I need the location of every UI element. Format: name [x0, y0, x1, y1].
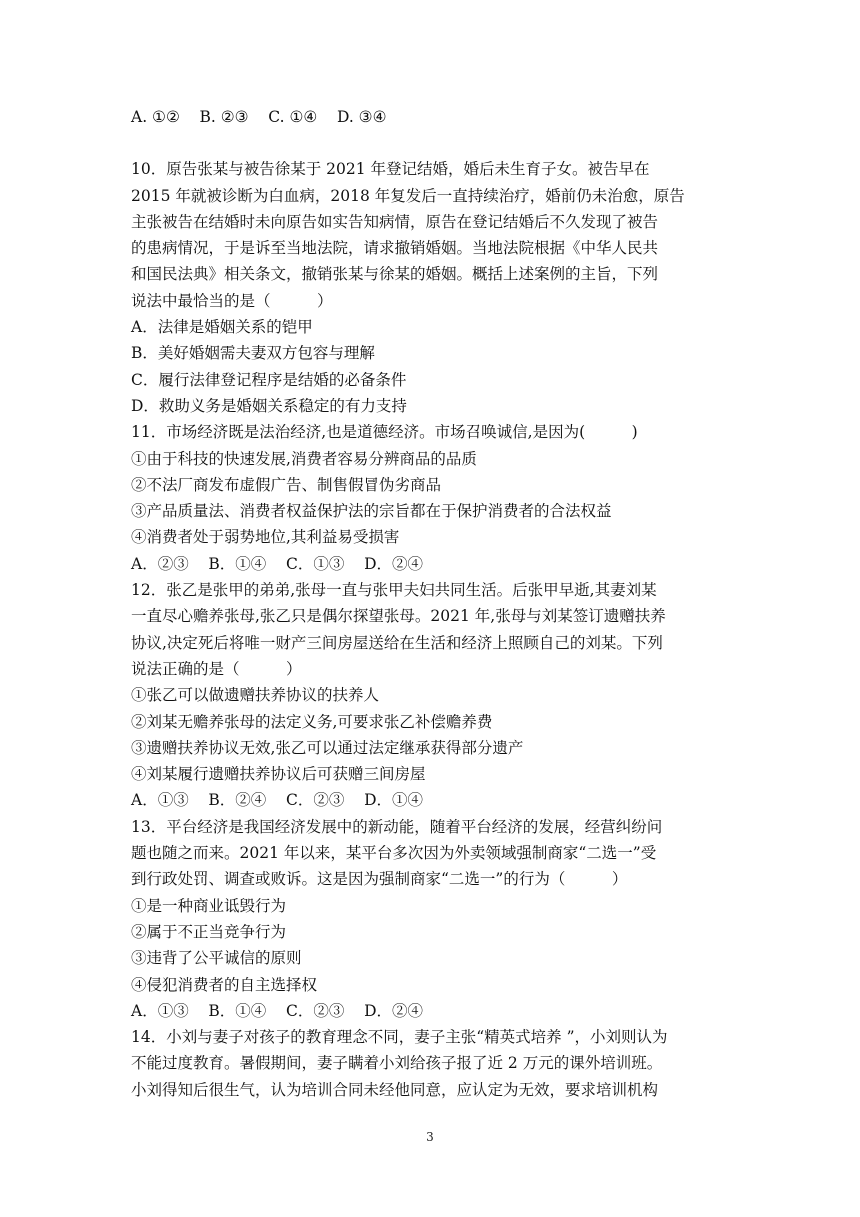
question-12-options: A．①③ B．②④ C．②③ D．①④ [131, 791, 423, 810]
question-14-stem-line: 小刘得知后很生气，认为培训合同未经他同意，应认定为无效，要求培训机构 [131, 1080, 659, 1099]
question-10-choice-d: D．救助义务是婚姻关系稳定的有力支持 [131, 396, 407, 415]
question-13-options: A．①③ B．①④ C．②③ D．②④ [131, 1001, 423, 1020]
question-12 [131, 577, 731, 814]
question-10 [131, 156, 731, 419]
page-number: 3 [426, 1130, 434, 1144]
question-13 [131, 814, 731, 1024]
question-14-stem-line: 不能过度教育。暑假期间，妻子瞒着小刘给孩子报了近 2 万元的课外培训班。 [131, 1054, 663, 1073]
question-12-item-1: ①张乙可以做遗赠扶养协议的扶养人 [131, 686, 380, 705]
question-14-stem-line: 14．小刘与妻子对孩子的教育理念不同，妻子主张“精英式培养 ”，小刘则认为 [131, 1028, 668, 1047]
question-11-item-1: ①由于科技的快速发展,消费者容易分辨商品的品质 [131, 449, 477, 468]
question-12-item-3: ③遗赠扶养协议无效,张乙可以通过法定继承获得部分遗产 [131, 738, 524, 757]
question-11-options: A．②③ B．①④ C．①③ D．②④ [131, 554, 423, 573]
page-content [131, 104, 731, 1103]
question-10-choice-c: C．履行法律登记程序是结婚的必备条件 [131, 370, 407, 389]
question-12-item-4: ④刘某履行遗赠扶养协议后可获赠三间房屋 [131, 765, 426, 784]
question-10-stem-line: 的患病情况，于是诉至当地法院，请求撤销婚姻。当地法院根据《中华人民共 [131, 239, 659, 258]
previous-question-options: A. ①② B. ②③ C. ①④ D. ③④ [131, 108, 387, 126]
question-10-stem-line: 2015 年就被诊断为白血病，2018 年复发后一直持续治疗，婚前仍未治愈，原告 [131, 186, 685, 205]
question-14 [131, 1024, 731, 1103]
question-13-item-3: ③违背了公平诚信的原则 [131, 949, 302, 968]
question-11-stem-line: 11．市场经济既是法治经济,也是道德经济。市场召唤诚信,是因为( ) [131, 423, 638, 442]
question-12-item-2: ②刘某无赡养张母的法定义务,可要求张乙补偿赡养费 [131, 712, 493, 731]
question-11-item-2: ②不法厂商发布虚假广告、制售假冒伪劣商品 [131, 475, 442, 494]
question-10-stem-line: 和国民法典》相关条文，撤销张某与徐某的婚姻。概括上述案例的主旨，下列 [131, 265, 659, 284]
question-10-choice-a: A．法律是婚姻关系的铠甲 [131, 318, 313, 337]
question-13-item-1: ①是一种商业诋毁行为 [131, 896, 287, 915]
question-13-stem-line: 到行政处罚、调查或败诉。这是因为强制商家“二选一”的行为（ ） [131, 870, 628, 889]
question-11-item-3: ③产品质量法、消费者权益保护法的宗旨都在于保护消费者的合法权益 [131, 502, 612, 521]
question-13-stem-line: 13．平台经济是我国经济发展中的新动能，随着平台经济的发展，经营纠纷问 [131, 817, 663, 836]
question-11 [131, 419, 731, 577]
question-11-item-4: ④消费者处于弱势地位,其利益易受损害 [131, 528, 400, 547]
question-10-choice-b: B．美好婚姻需夫妻双方包容与理解 [131, 344, 375, 363]
spacer [131, 130, 731, 156]
question-12-stem-line: 12．张乙是张甲的弟弟,张母一直与张甲夫妇共同生活。后张甲早逝,其妻刘某 [131, 581, 657, 600]
question-12-stem-line: 说法正确的是（ ） [131, 659, 302, 678]
question-10-stem-line: 10．原告张某与被告徐某于 2021 年登记结婚，婚后未生育子女。被告早在 [131, 160, 650, 179]
question-12-stem-line: 一直尽心赡养张母,张乙只是偶尔探望张母。2021 年,张母与刘某签订遗赠扶养 [131, 607, 666, 626]
question-12-stem-line: 协议,决定死后将唯一财产三间房屋送给在生活和经济上照顾自己的刘某。下列 [131, 633, 663, 652]
question-13-stem-line: 题也随之而来。2021 年以来，某平台多次因为外卖领域强制商家“二选一”受 [131, 844, 657, 863]
question-10-stem-line: 主张被告在结婚时未向原告如实告知病情，原告在登记结婚后不久发现了被告 [131, 212, 659, 231]
question-13-item-2: ②属于不正当竞争行为 [131, 922, 287, 941]
question-10-stem-line: 说法中最恰当的是（ ） [131, 291, 333, 310]
question-13-item-4: ④侵犯消费者的自主选择权 [131, 975, 318, 994]
